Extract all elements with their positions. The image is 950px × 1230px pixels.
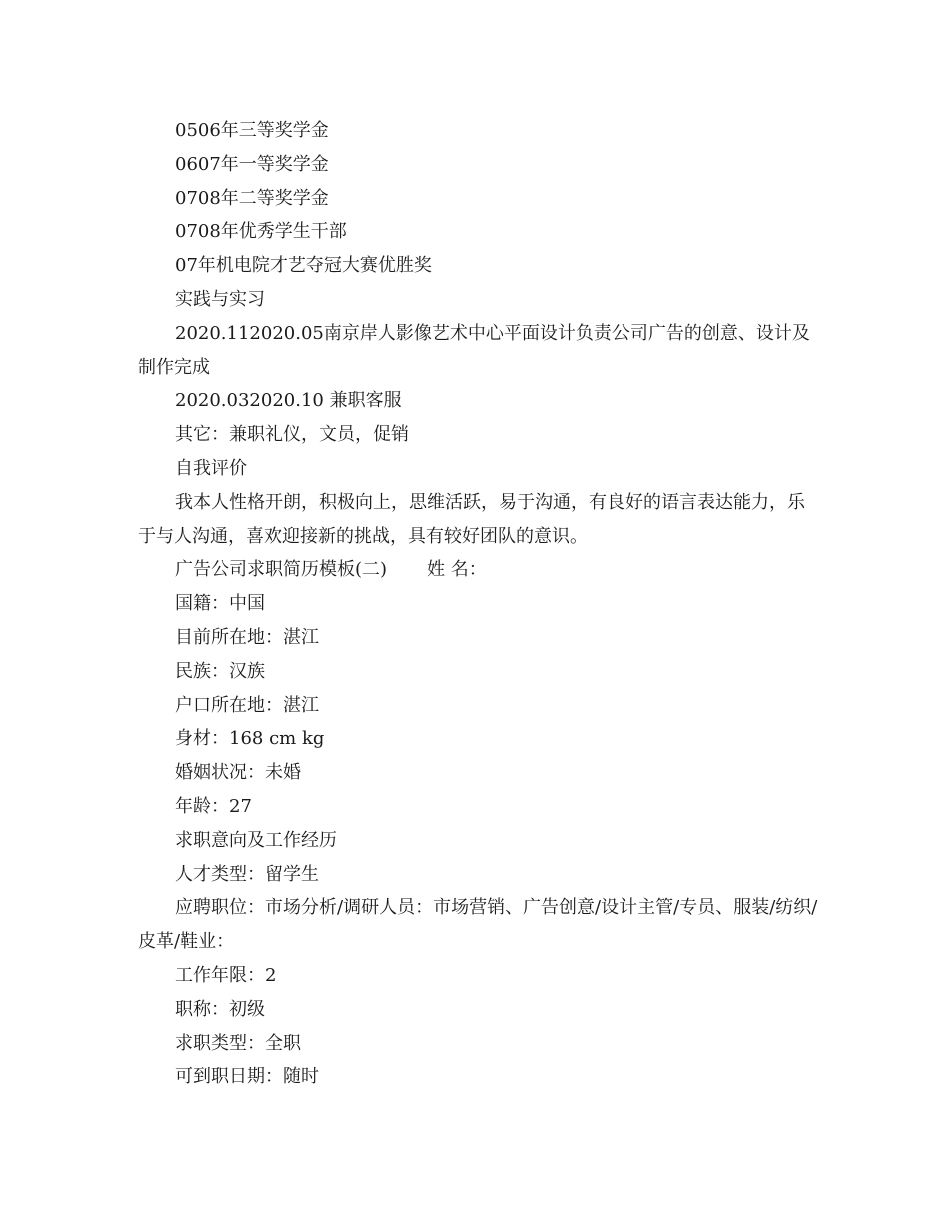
document-body: [138, 114, 818, 1094]
info-job-type: 求职类型：全职: [175, 1032, 301, 1054]
section-heading-job-intent: 求职意向及工作经历: [175, 829, 337, 851]
experience-entry: 2020.032020.10 兼职客服: [175, 390, 402, 412]
self-evaluation-text: 我本人性格开朗，积极向上，思维活跃，易于沟通，有良好的语言表达能力，乐于与人沟通，喜欢迎接新的挑战，具有较好团队的意识。: [138, 491, 805, 547]
resume-template-title-line: [138, 553, 818, 587]
info-title: 职称：初级: [175, 998, 265, 1020]
resume-template-title: 广告公司求职简历模板(二): [175, 559, 388, 581]
info-age: 年龄：27: [175, 795, 252, 817]
award-line: 0708年二等奖学金: [175, 187, 329, 209]
name-field-label: 姓 名：: [427, 559, 487, 581]
award-line: 0607年一等奖学金: [175, 153, 329, 175]
info-available-date: 可到职日期：随时: [175, 1066, 319, 1088]
award-line: 0506年三等奖学金: [175, 120, 329, 141]
info-talent-type: 人才类型：留学生: [175, 863, 319, 885]
award-line: 07年机电院才艺夺冠大赛优胜奖: [175, 255, 432, 277]
info-marital-status: 婚姻状况：未婚: [175, 762, 301, 784]
experience-entry: 其它：兼职礼仪，文员，促销: [175, 424, 409, 446]
section-heading-practice: 实践与实习: [175, 288, 265, 310]
info-ethnicity: 民族：汉族: [175, 660, 265, 682]
info-household-location: 户口所在地：湛江: [175, 694, 319, 716]
award-line: 0708年优秀学生干部: [175, 221, 347, 243]
experience-entry: 2020.112020.05南京岸人影像艺术中心平面设计负责公司广告的创意、设计及制作完成: [138, 322, 810, 378]
info-work-years: 工作年限：2: [175, 964, 277, 986]
info-nationality: 国籍：中国: [175, 593, 265, 615]
section-heading-self-evaluation: 自我评价: [175, 457, 247, 479]
info-applied-positions: 应聘职位：市场分析/调研人员：市场营销、广告创意/设计主管/专员、服装/纺织/皮革/鞋业：: [138, 897, 818, 953]
info-height: 身材：168 cm kg: [175, 728, 325, 750]
info-current-location: 目前所在地：湛江: [175, 626, 319, 648]
